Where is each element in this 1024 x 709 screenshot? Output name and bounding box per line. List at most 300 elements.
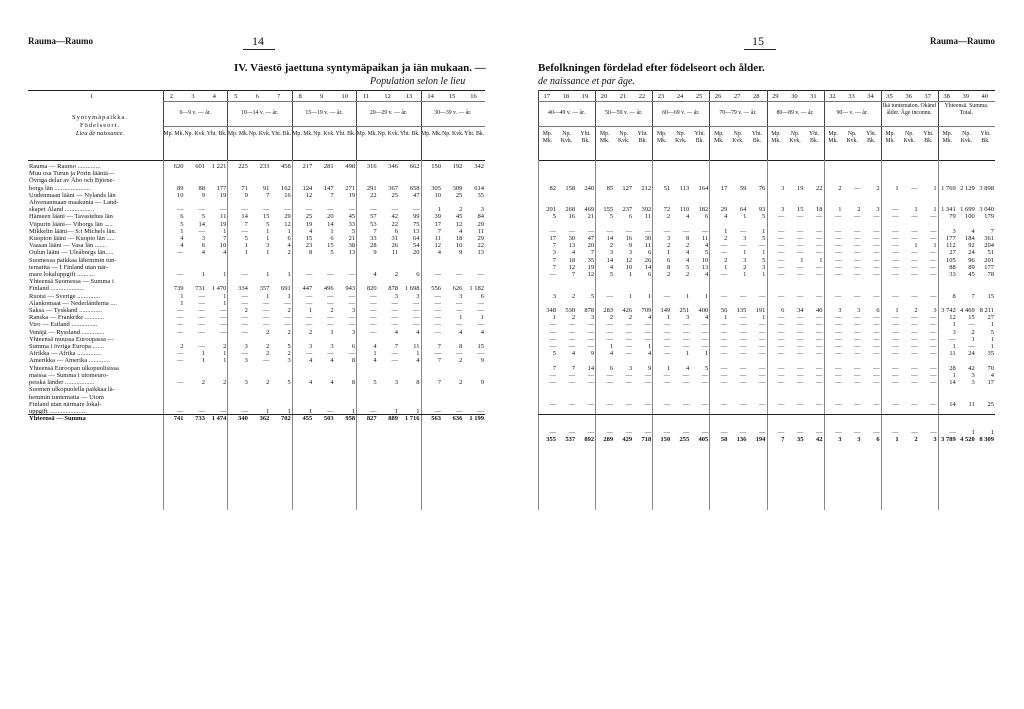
table-cell	[163, 278, 184, 285]
table-cell: 6	[876, 306, 880, 314]
table-cell: 1	[201, 350, 205, 358]
table-cell	[652, 199, 671, 206]
table-cell: 30	[568, 234, 576, 242]
row-label: Oulun lääni — Uleåborgs län.....	[29, 249, 114, 257]
table-row	[28, 257, 485, 264]
table-row	[28, 192, 485, 199]
table-cell: 11	[434, 235, 441, 243]
table-cell: —	[720, 242, 728, 250]
table-cell: 3	[857, 306, 861, 314]
table-cell	[442, 170, 463, 177]
table-cell: 9	[628, 242, 633, 250]
table-cell: 6	[351, 343, 356, 351]
table-cell: —	[854, 263, 861, 271]
table-cell: —	[391, 307, 399, 315]
table-cell: —	[625, 227, 633, 235]
table-cell: 702	[281, 415, 291, 423]
table-cell: —	[854, 321, 861, 329]
table-cell: —	[720, 350, 728, 358]
table-cell: —	[777, 350, 785, 358]
table-cell	[957, 422, 976, 429]
age-group-header: 20—29 v. — år.	[369, 110, 407, 116]
table-cell: —	[777, 321, 785, 329]
table-cell: —	[606, 227, 614, 235]
table-cell	[356, 264, 377, 271]
table-cell	[900, 415, 919, 422]
table-cell	[595, 415, 614, 422]
table-cell: 3	[762, 263, 766, 271]
table-cell	[938, 170, 957, 177]
column-number: 40	[981, 93, 988, 100]
table-cell: 10	[434, 191, 441, 199]
table-cell	[313, 401, 334, 408]
table-cell	[227, 199, 248, 206]
table-cell: 19	[587, 263, 595, 271]
table-cell: 5	[552, 213, 557, 221]
table-cell	[538, 170, 557, 177]
table-cell	[557, 170, 576, 177]
table-cell	[313, 257, 334, 264]
table-cell: —	[911, 263, 918, 271]
table-cell: —	[327, 407, 334, 415]
table-cell: 1	[244, 249, 248, 257]
table-cell: —	[348, 271, 356, 279]
table-cell: —	[262, 314, 270, 322]
table-row	[28, 271, 485, 278]
table-cell	[881, 415, 900, 422]
table-cell: 135	[736, 306, 747, 314]
table-cell: 8	[308, 249, 313, 257]
table-cell	[576, 163, 595, 170]
age-group-header: 80—89 v. — år.	[776, 110, 814, 116]
column-number: 25	[695, 93, 703, 100]
table-cell: 85	[606, 184, 614, 192]
table-cell	[671, 177, 690, 184]
table-cell	[900, 422, 919, 429]
table-cell	[804, 163, 823, 170]
table-cell	[614, 199, 633, 206]
table-cell: 204	[984, 242, 994, 250]
table-cell	[249, 278, 270, 285]
table-row	[28, 228, 485, 235]
table-cell: —	[455, 271, 463, 279]
table-cell: —	[739, 429, 747, 437]
stub-label-fi: Syntymäpaikka.	[71, 114, 129, 121]
table-cell: —	[701, 429, 709, 437]
table-cell: 4	[459, 227, 463, 235]
table-cell	[270, 365, 291, 372]
table-cell: 1	[416, 407, 420, 415]
table-cell: 8	[666, 263, 671, 271]
table-cell: 59	[739, 184, 747, 192]
table-cell	[671, 422, 690, 429]
table-cell: 1	[838, 206, 842, 214]
table-cell	[671, 278, 690, 285]
table-cell	[185, 199, 206, 206]
table-cell	[633, 221, 652, 228]
table-cell: —	[701, 371, 709, 379]
table-cell: 24	[968, 350, 975, 358]
table-cell: —	[796, 242, 804, 250]
table-cell	[671, 170, 690, 177]
table-cell: 79	[949, 213, 956, 221]
table-cell: —	[835, 292, 842, 300]
table-cell	[938, 278, 957, 285]
table-cell: —	[777, 242, 785, 250]
table-cell: 70	[987, 364, 994, 372]
table-cell	[766, 357, 785, 364]
table-cell	[463, 199, 485, 206]
table-cell: —	[568, 227, 576, 235]
table-cell: —	[739, 321, 747, 329]
table-cell: —	[241, 314, 248, 322]
table-cell	[747, 386, 766, 393]
table-cell: 2	[686, 242, 690, 250]
table-cell: 72	[663, 206, 671, 214]
table-cell: —	[549, 342, 557, 350]
table-cell: 9	[244, 191, 248, 199]
table-cell: 2	[266, 350, 270, 358]
table-cell	[557, 386, 576, 393]
table-cell	[957, 285, 976, 292]
table-cell: 2	[666, 242, 671, 250]
table-cell: —	[644, 371, 652, 379]
table-cell: —	[873, 256, 880, 264]
table-cell: —	[949, 335, 956, 343]
table-cell: —	[391, 321, 399, 329]
table-cell: 2	[459, 379, 463, 387]
table-cell: 6	[330, 235, 334, 243]
table-cell	[313, 365, 334, 372]
row-label: Yhteensä — Summa	[29, 415, 86, 423]
table-cell: —	[720, 342, 728, 350]
table-cell: —	[796, 234, 804, 242]
sex-sub-header: Mp. Mk.	[163, 131, 184, 137]
table-cell: —	[930, 213, 937, 221]
table-row	[28, 321, 485, 328]
column-number: 2	[169, 93, 173, 100]
table-cell	[957, 386, 976, 393]
table-cell: 6	[781, 306, 785, 314]
table-row	[28, 401, 485, 408]
table-cell	[420, 394, 441, 401]
table-cell	[823, 163, 842, 170]
table-cell	[356, 278, 377, 285]
table-cell: 12	[625, 256, 633, 264]
table-cell: 405	[698, 436, 709, 444]
table-cell: 3	[876, 206, 880, 214]
table-cell: —	[815, 335, 823, 343]
table-cell: —	[477, 307, 484, 315]
table-cell	[614, 163, 633, 170]
table-cell: —	[412, 307, 420, 315]
table-cell	[843, 221, 862, 228]
row-label: Yhteensä Euroopan ulkopuolisissa	[29, 364, 119, 372]
table-cell	[785, 285, 804, 292]
table-cell	[919, 163, 938, 170]
table-cell: —	[219, 321, 227, 329]
table-cell: —	[796, 270, 804, 278]
stub-col-number: 1	[90, 93, 94, 100]
table-cell: —	[835, 263, 842, 271]
table-cell	[378, 365, 399, 372]
column-number: 20	[600, 93, 608, 100]
table-cell: 9	[201, 191, 205, 199]
table-cell	[227, 372, 248, 379]
table-cell: 8 309	[979, 436, 994, 444]
table-cell	[671, 357, 690, 364]
table-cell	[614, 386, 633, 393]
table-cell: —	[606, 328, 614, 336]
table-cell: 19	[796, 184, 804, 192]
table-cell	[957, 393, 976, 400]
table-cell	[206, 365, 227, 372]
age-group-header: 70—79 v. — år.	[719, 110, 757, 116]
table-cell	[595, 170, 614, 177]
table-cell: 1	[287, 292, 291, 300]
table-row	[28, 206, 485, 213]
table-cell: 201	[984, 256, 994, 264]
table-cell	[766, 386, 785, 393]
table-cell: —	[663, 342, 671, 350]
table-cell: 3	[351, 328, 356, 336]
table-cell: 150	[660, 436, 671, 444]
table-cell: 25	[455, 191, 463, 199]
column-number: 14	[427, 93, 434, 100]
table-cell	[249, 177, 270, 184]
table-cell: —	[198, 307, 205, 315]
table-cell: —	[587, 227, 595, 235]
table-cell: —	[873, 429, 880, 437]
table-cell	[420, 257, 441, 264]
row-label: Viipurin lääni— Viborgs län .....	[29, 220, 113, 228]
column-number: 34	[867, 93, 874, 100]
table-cell: —	[854, 249, 861, 257]
sex-sub-header: Mp. Mk.	[657, 131, 667, 144]
table-cell: 691	[281, 285, 291, 293]
table-cell	[576, 386, 595, 393]
table-cell	[163, 336, 184, 343]
table-cell	[576, 285, 595, 292]
row-label: Ranska — Frankrike ............	[29, 314, 105, 322]
table-row	[28, 221, 485, 228]
table-cell: —	[758, 292, 766, 300]
table-cell	[633, 357, 652, 364]
table-cell: 392	[641, 206, 652, 214]
table-cell	[938, 199, 957, 206]
table-cell: 33	[370, 235, 377, 243]
table-cell	[335, 365, 356, 372]
table-cell: —	[892, 350, 899, 358]
table-cell: —	[177, 407, 184, 415]
table-cell: 1	[743, 249, 747, 257]
table-cell: 7	[552, 256, 557, 264]
table-cell	[313, 278, 334, 285]
table-cell	[292, 336, 313, 343]
table-cell	[420, 170, 441, 177]
table-cell: 17	[987, 378, 994, 386]
table-cell: 14	[949, 400, 956, 408]
table-cell	[652, 163, 671, 170]
table-cell: —	[606, 429, 614, 437]
table-cell: —	[568, 321, 576, 329]
table-cell: —	[777, 342, 785, 350]
table-cell	[270, 257, 291, 264]
table-cell: —	[549, 321, 557, 329]
table-cell: 47	[587, 234, 595, 242]
table-cell: 1	[287, 227, 291, 235]
table-cell	[862, 393, 881, 400]
table-cell: —	[815, 227, 823, 235]
table-cell	[378, 199, 399, 206]
table-cell: 56	[720, 306, 728, 314]
table-cell	[595, 285, 614, 292]
sex-sub-header: Mp. Mk.	[885, 131, 896, 144]
table-cell: —	[873, 321, 880, 329]
table-cell: —	[911, 292, 918, 300]
table-cell	[843, 278, 862, 285]
table-cell: —	[777, 256, 785, 264]
row-label: Yhteensä Suomessa — Summa i	[29, 278, 114, 286]
table-cell	[804, 170, 823, 177]
table-cell: —	[241, 321, 248, 329]
table-cell: 6	[876, 436, 880, 444]
table-cell: 13	[477, 249, 484, 257]
table-cell	[356, 177, 377, 184]
table-cell	[227, 336, 248, 343]
table-cell	[862, 386, 881, 393]
table-cell	[728, 177, 747, 184]
table-cell: 4	[437, 249, 441, 257]
table-cell: 6	[628, 213, 633, 221]
table-cell: —	[477, 407, 484, 415]
table-cell	[206, 394, 227, 401]
table-cell	[163, 170, 184, 177]
table-cell: —	[663, 371, 671, 379]
table-cell: —	[854, 350, 861, 358]
table-cell: 24	[968, 249, 975, 257]
table-cell: 89	[968, 263, 975, 271]
table-cell: —	[758, 350, 766, 358]
sex-sub-header: Np. Kvk.	[313, 131, 335, 137]
table-cell: 13	[348, 249, 356, 257]
table-cell	[442, 365, 463, 372]
table-cell: —	[796, 314, 804, 322]
table-cell	[938, 422, 957, 429]
table-row	[28, 343, 485, 350]
table-cell: 2	[180, 343, 184, 351]
row-label: peiska länder ..................	[29, 379, 95, 387]
table-cell	[709, 170, 728, 177]
table-cell: 112	[946, 242, 956, 250]
table-cell	[227, 177, 248, 184]
table-cell: 3	[971, 371, 975, 379]
table-cell: —	[434, 307, 441, 315]
table-cell	[399, 336, 420, 343]
table-cell: 626	[452, 285, 463, 293]
sex-sub-header: Yht. Bk.	[809, 131, 820, 144]
table-cell: 4	[180, 242, 184, 250]
table-cell: 1	[686, 292, 690, 300]
table-cell	[356, 401, 377, 408]
table-cell	[766, 422, 785, 429]
table-cell: —	[930, 400, 937, 408]
table-cell: —	[177, 321, 184, 329]
table-cell: 1	[705, 350, 709, 358]
table-cell	[420, 177, 441, 184]
table-row	[28, 185, 485, 192]
table-cell	[728, 357, 747, 364]
table-cell	[206, 257, 227, 264]
table-cell	[900, 300, 919, 307]
table-cell: 22	[815, 184, 823, 192]
table-cell	[378, 386, 399, 393]
table-cell	[576, 192, 595, 199]
age-group-header: 50—59 v. — år.	[605, 110, 643, 116]
table-cell: —	[625, 328, 633, 336]
table-cell: —	[262, 299, 270, 307]
table-cell: 1	[743, 213, 747, 221]
table-cell: 16	[284, 191, 291, 199]
table-cell: 4	[971, 227, 975, 235]
table-cell: 177	[984, 263, 994, 271]
table-cell: —	[892, 234, 899, 242]
table-cell: 57	[370, 213, 377, 221]
table-cell: —	[777, 292, 785, 300]
table-cell: 601	[195, 163, 205, 170]
table-cell: —	[892, 429, 899, 437]
table-cell: —	[911, 321, 918, 329]
age-group-header: Yhteensä. Summa. Total.	[944, 103, 989, 116]
table-cell: —	[391, 206, 399, 214]
table-cell: —	[815, 328, 823, 336]
table-cell: 124	[302, 184, 313, 192]
table-cell: 268	[565, 206, 576, 214]
table-cell: —	[835, 314, 842, 322]
table-cell	[938, 177, 957, 184]
table-cell: —	[455, 350, 463, 358]
table-cell: 6	[647, 249, 652, 257]
table-cell: —	[854, 270, 861, 278]
table-cell: —	[284, 206, 291, 214]
table-cell: —	[625, 400, 633, 408]
table-cell: —	[348, 321, 356, 329]
table-cell: 1	[266, 249, 270, 257]
table-cell: —	[720, 335, 728, 343]
row-label: Alankomaat — Nederländerna ....	[29, 299, 117, 307]
table-cell: 3	[416, 292, 420, 300]
table-cell	[576, 422, 595, 429]
table-cell: —	[892, 364, 899, 372]
row-label: Ahvenanmaan maakunta — Land-	[29, 199, 119, 207]
table-cell: —	[587, 371, 595, 379]
table-cell	[557, 285, 576, 292]
table-cell	[862, 300, 881, 307]
table-cell: 1 470	[211, 285, 227, 293]
table-cell	[292, 401, 313, 408]
table-cell	[671, 199, 690, 206]
table-row	[28, 285, 485, 292]
table-cell	[163, 177, 184, 184]
table-cell: 6	[287, 235, 291, 243]
table-cell: —	[701, 335, 709, 343]
column-number: 12	[384, 93, 391, 100]
table-cell: —	[568, 342, 576, 350]
table-cell: —	[549, 227, 557, 235]
table-cell: 14	[198, 220, 205, 228]
table-cell	[420, 278, 441, 285]
table-cell: —	[625, 321, 633, 329]
